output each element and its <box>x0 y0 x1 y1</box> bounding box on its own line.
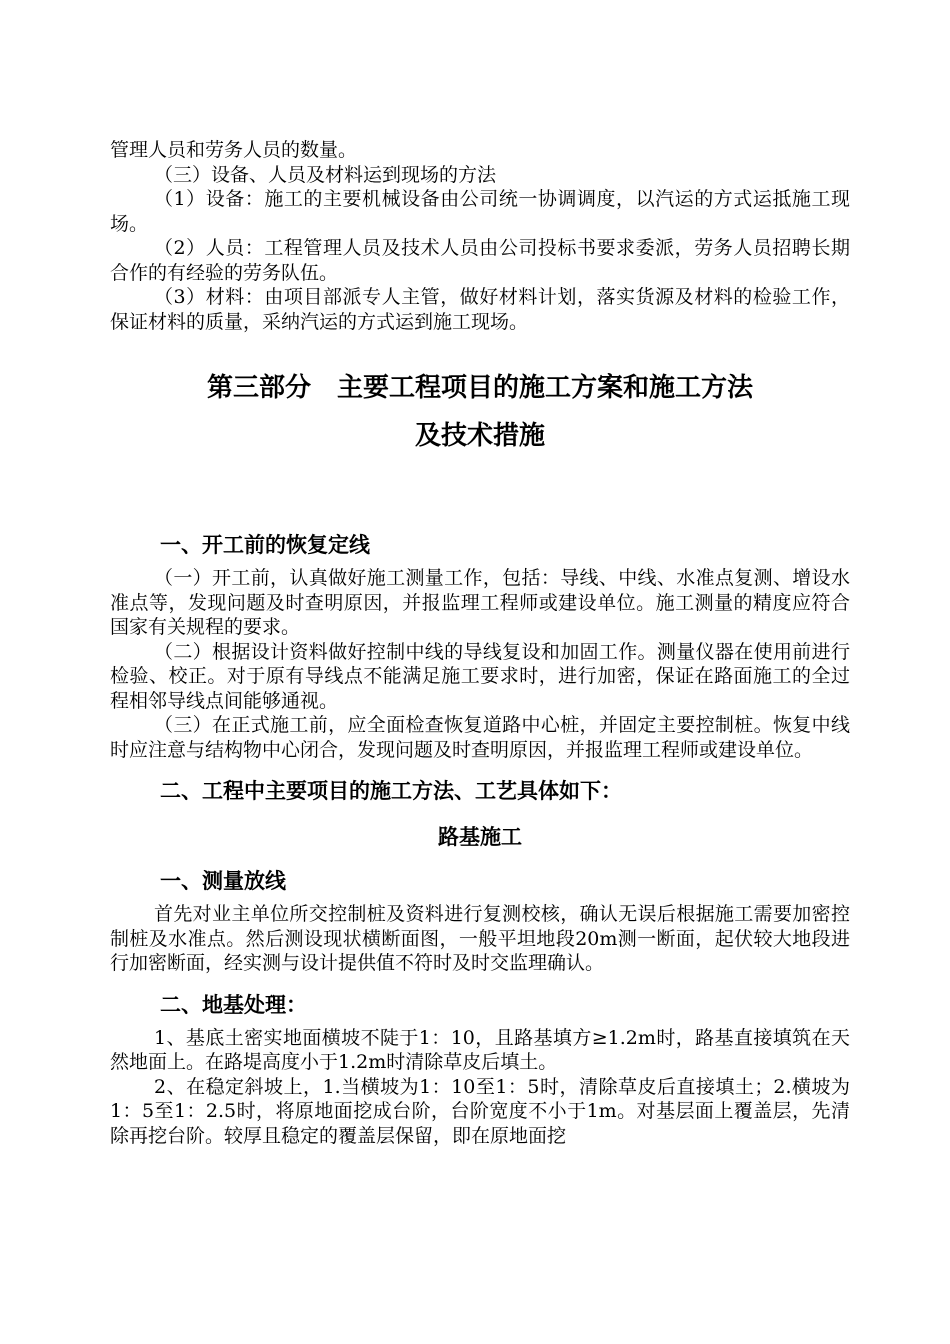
paragraph: （2）人员：工程管理人员及技术人员由公司投标书要求委派，劳务人员招聘长期合作的有经验的劳务队伍。 <box>110 237 850 284</box>
sub-heading-1: 一、测量放线 <box>160 869 286 893</box>
paragraph: 管理人员和劳务人员的数量。 <box>110 139 358 161</box>
paragraph: （二）根据设计资料做好控制中线的导线复设和加固工作。测量仪器在使用前进行检验、校正。对于原有导线点不能满足施工要求时，进行加密，保证在路面施工的全过程相邻导线点间能够通视。 <box>110 640 850 712</box>
document-page <box>110 138 850 1148</box>
paragraph: （三）设备、人员及材料运到现场的方法 <box>154 163 497 186</box>
paragraph: （一）开工前，认真做好施工测量工作，包括：导线、中线、水准点复测、增设水准点等，发现问题及时查明原因，并报监理工程师或建设单位。施工测量的精度应符合国家有关规程的要求。 <box>110 567 850 638</box>
part-title-line2: 及技术措施 <box>414 421 545 451</box>
paragraph: （三）在正式施工前，应全面检查恢复道路中心桩，并固定主要控制桩。恢复中线时应注意与结构物中心闭合，发现问题及时查明原因，并报监理工程师或建设单位。 <box>110 714 850 761</box>
paragraph: 首先对业主单位所交控制桩及资料进行复测校核，确认无误后根据施工需要加密控制桩及水准点。然后测设现状横断面图，一般平坦地段20m测一断面，起伏较大地段进行加密断面，经实测与设计提供值不符时及时交监理确认。 <box>110 903 850 974</box>
paragraph: （1）设备：施工的主要机械设备由公司统一协调调度，以汽运的方式运抵施工现场。 <box>110 188 850 235</box>
part-title-line1: 第三部分 主要工程项目的施工方案和施工方法 <box>206 373 753 403</box>
paragraph: 1、基底土密实地面横坡不陡于1：10，且路基填方≥1.2m时，路基直接填筑在天然地面上。在路堤高度小于1.2m时清除草皮后填土。 <box>110 1026 850 1073</box>
section-heading-2: 二、工程中主要项目的施工方法、工艺具体如下： <box>160 779 622 803</box>
section-heading-1: 一、开工前的恢复定线 <box>160 533 370 557</box>
sub-heading-2: 二、地基处理： <box>160 992 307 1017</box>
subgroup-title: 路基施工 <box>438 825 522 849</box>
paragraph: （3）材料：由项目部派专人主管，做好材料计划，落实货源及材料的检验工作，保证材料的质量，采纳汽运的方式运到施工现场。 <box>110 286 850 333</box>
paragraph: 2、在稳定斜坡上，1.当横坡为1：10至1：5时，清除草皮后直接填土；2.横坡为1：5至1：2.5时，将原地面挖成台阶，台阶宽度不小于1m。对基层面上覆盖层，先清除再挖台阶。较厚且稳定的覆盖层保留，即在原地面挖 <box>110 1075 850 1147</box>
